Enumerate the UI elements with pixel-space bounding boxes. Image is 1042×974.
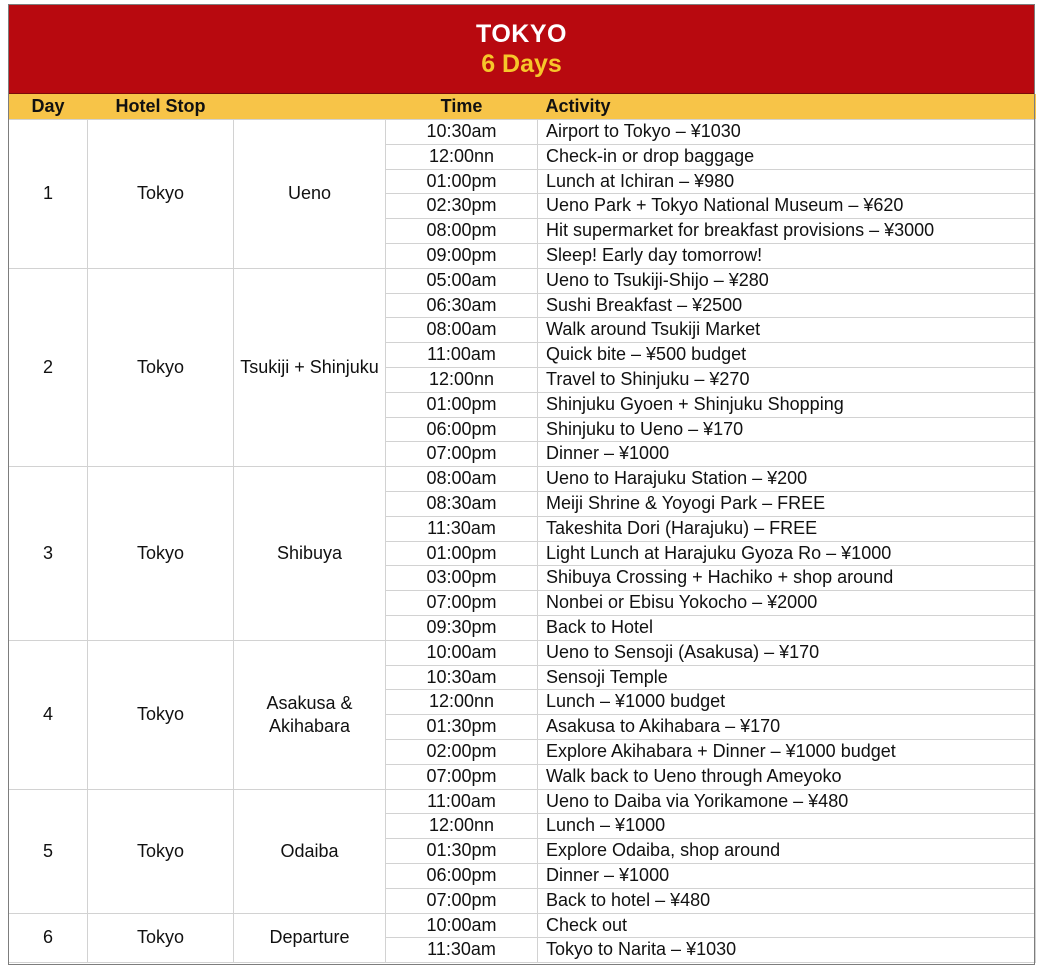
time-cell: 12:00nn: [386, 690, 538, 715]
column-header-time: Time: [386, 94, 538, 120]
hotel-stop: Tokyo: [88, 789, 234, 913]
day-number: 4: [9, 640, 88, 789]
day-area: Asakusa & Akihabara: [234, 640, 386, 789]
activity-cell: Airport to Tokyo – ¥1030: [538, 120, 1036, 145]
table-row: [9, 640, 1036, 665]
time-cell: 10:30am: [386, 665, 538, 690]
time-cell: 12:00nn: [386, 367, 538, 392]
time-cell: 01:00pm: [386, 392, 538, 417]
time-cell: 06:00pm: [386, 417, 538, 442]
day-area: Ueno: [234, 120, 386, 269]
activity-cell: Ueno Park + Tokyo National Museum – ¥620: [538, 194, 1036, 219]
activity-cell: Ueno to Daiba via Yorikamone – ¥480: [538, 789, 1036, 814]
itinerary-sheet: [8, 4, 1035, 963]
activity-cell: Sleep! Early day tomorrow!: [538, 243, 1036, 268]
activity-cell: Walk around Tsukiji Market: [538, 318, 1036, 343]
time-cell: 07:00pm: [386, 591, 538, 616]
time-cell: 11:30am: [386, 516, 538, 541]
activity-cell: Sushi Breakfast – ¥2500: [538, 293, 1036, 318]
time-cell: 01:30pm: [386, 839, 538, 864]
day-number: 1: [9, 120, 88, 269]
column-header-day: Day: [9, 94, 88, 120]
table-row: [9, 120, 1036, 145]
activity-cell: Lunch at Ichiran – ¥980: [538, 169, 1036, 194]
time-cell: 06:00pm: [386, 863, 538, 888]
time-cell: 08:00am: [386, 318, 538, 343]
page-subtitle: 6 Days: [481, 50, 562, 78]
time-cell: 09:30pm: [386, 615, 538, 640]
column-header-area: [234, 94, 386, 120]
activity-cell: Ueno to Sensoji (Asakusa) – ¥170: [538, 640, 1036, 665]
time-cell: 11:30am: [386, 938, 538, 963]
activity-cell: Explore Odaiba, shop around: [538, 839, 1036, 864]
activity-cell: Travel to Shinjuku – ¥270: [538, 367, 1036, 392]
hotel-stop: Tokyo: [88, 467, 234, 641]
day-number: 2: [9, 268, 88, 466]
activity-cell: Tokyo to Narita – ¥1030: [538, 938, 1036, 963]
time-cell: 08:30am: [386, 491, 538, 516]
time-cell: 10:00am: [386, 913, 538, 938]
time-cell: 01:00pm: [386, 169, 538, 194]
activity-cell: Ueno to Harajuku Station – ¥200: [538, 467, 1036, 492]
time-cell: 11:00am: [386, 789, 538, 814]
activity-cell: Hit supermarket for breakfast provisions – ¥3000: [538, 219, 1036, 244]
column-header-row: [9, 94, 1036, 120]
day-area: Odaiba: [234, 789, 386, 913]
activity-cell: Back to Hotel: [538, 615, 1036, 640]
time-cell: 03:00pm: [386, 566, 538, 591]
activity-cell: Walk back to Ueno through Ameyoko: [538, 764, 1036, 789]
time-cell: 09:00pm: [386, 243, 538, 268]
activity-cell: Sensoji Temple: [538, 665, 1036, 690]
time-cell: 10:00am: [386, 640, 538, 665]
itinerary-table: [8, 94, 1036, 963]
activity-cell: Lunch – ¥1000: [538, 814, 1036, 839]
time-cell: 07:00pm: [386, 764, 538, 789]
time-cell: 02:30pm: [386, 194, 538, 219]
time-cell: 01:00pm: [386, 541, 538, 566]
activity-cell: Ueno to Tsukiji-Shijo – ¥280: [538, 268, 1036, 293]
hotel-stop: Tokyo: [88, 640, 234, 789]
activity-cell: Quick bite – ¥500 budget: [538, 343, 1036, 368]
column-header-hotel: Hotel Stop: [88, 94, 234, 120]
table-row: [9, 467, 1036, 492]
time-cell: 11:00am: [386, 343, 538, 368]
hotel-stop: Tokyo: [88, 120, 234, 269]
time-cell: 10:30am: [386, 120, 538, 145]
day-number: 6: [9, 913, 88, 963]
time-cell: 12:00nn: [386, 814, 538, 839]
activity-cell: Nonbei or Ebisu Yokocho – ¥2000: [538, 591, 1036, 616]
itinerary-body: [9, 120, 1036, 963]
table-row: [9, 913, 1036, 938]
activity-cell: Lunch – ¥1000 budget: [538, 690, 1036, 715]
table-row: [9, 789, 1036, 814]
time-cell: 01:30pm: [386, 715, 538, 740]
day-number: 5: [9, 789, 88, 913]
hotel-stop: Tokyo: [88, 913, 234, 963]
day-number: 3: [9, 467, 88, 641]
table-row: [9, 268, 1036, 293]
activity-cell: Dinner – ¥1000: [538, 863, 1036, 888]
time-cell: 05:00am: [386, 268, 538, 293]
activity-cell: Check-in or drop baggage: [538, 144, 1036, 169]
time-cell: 07:00pm: [386, 442, 538, 467]
day-area: Tsukiji + Shinjuku: [234, 268, 386, 466]
activity-cell: Meiji Shrine & Yoyogi Park – FREE: [538, 491, 1036, 516]
activity-cell: Asakusa to Akihabara – ¥170: [538, 715, 1036, 740]
column-header-activity: Activity: [538, 94, 1036, 120]
activity-cell: Shibuya Crossing + Hachiko + shop around: [538, 566, 1036, 591]
title-banner: [8, 4, 1035, 94]
activity-cell: Takeshita Dori (Harajuku) – FREE: [538, 516, 1036, 541]
activity-cell: Back to hotel – ¥480: [538, 888, 1036, 913]
activity-cell: Dinner – ¥1000: [538, 442, 1036, 467]
hotel-stop: Tokyo: [88, 268, 234, 466]
activity-cell: Light Lunch at Harajuku Gyoza Ro – ¥1000: [538, 541, 1036, 566]
time-cell: 02:00pm: [386, 739, 538, 764]
time-cell: 08:00pm: [386, 219, 538, 244]
page-title: TOKYO: [476, 20, 567, 48]
activity-cell: Shinjuku to Ueno – ¥170: [538, 417, 1036, 442]
time-cell: 07:00pm: [386, 888, 538, 913]
activity-cell: Explore Akihabara + Dinner – ¥1000 budget: [538, 739, 1036, 764]
time-cell: 06:30am: [386, 293, 538, 318]
day-area: Departure: [234, 913, 386, 963]
time-cell: 08:00am: [386, 467, 538, 492]
time-cell: 12:00nn: [386, 144, 538, 169]
day-area: Shibuya: [234, 467, 386, 641]
activity-cell: Shinjuku Gyoen + Shinjuku Shopping: [538, 392, 1036, 417]
activity-cell: Check out: [538, 913, 1036, 938]
